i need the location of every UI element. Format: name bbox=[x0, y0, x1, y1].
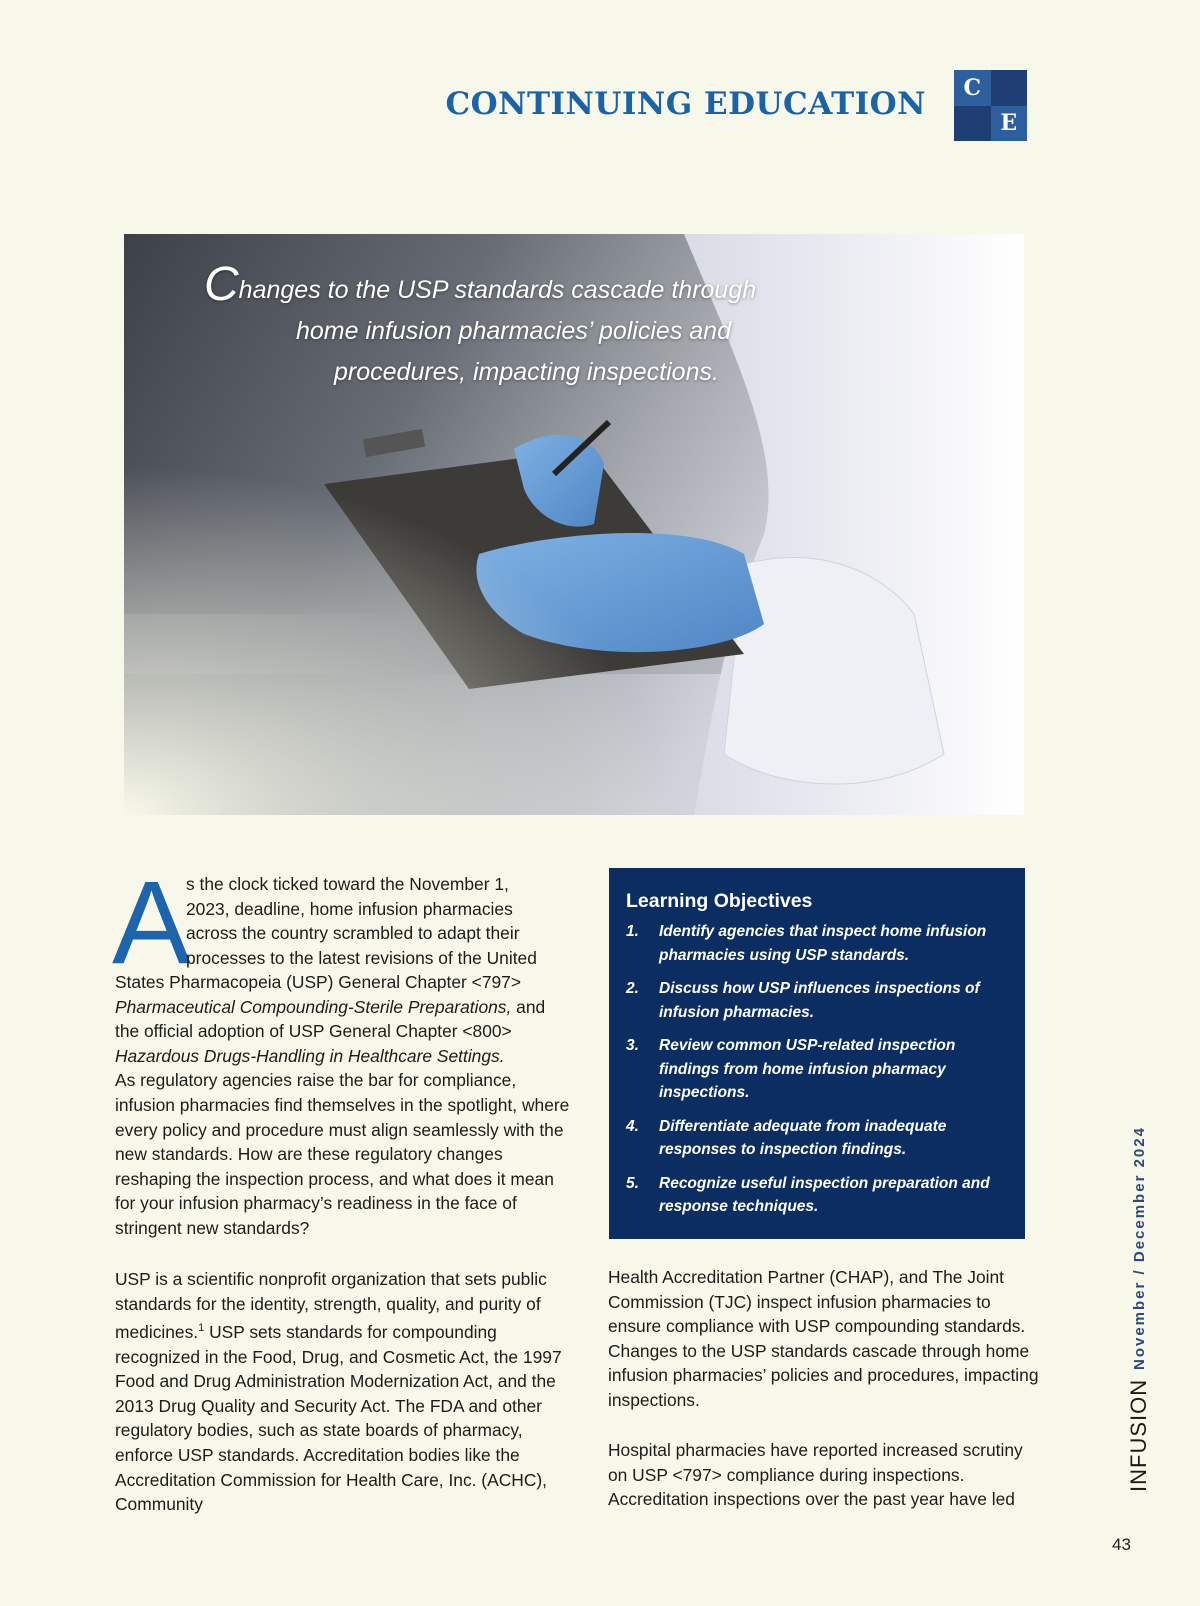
objective-text: Differentiate adequate from inadequate responses to inspection findings. bbox=[659, 1117, 947, 1158]
article-intro bbox=[186, 872, 586, 970]
p1-text-b: and bbox=[511, 996, 546, 1017]
p4-text: Hospital pharmacies have reported increased scrutiny on USP <797> compliance during inspections. Accreditation inspections over the past year have led bbox=[608, 1440, 1023, 1510]
objective-item bbox=[626, 1115, 1006, 1162]
objective-text: Identify agencies that inspect home infusion pharmacies using USP standards. bbox=[659, 923, 987, 964]
intro-line: s the clock ticked toward the November 1, bbox=[186, 874, 509, 894]
intro-line: 2023, deadline, home infusion pharmacies bbox=[186, 898, 513, 919]
ce-logo-letter-e: E bbox=[991, 106, 1028, 142]
objectives-title: Learning Objectives bbox=[626, 890, 813, 912]
p2-text-a: USP is a scientific nonprofit organization that sets public standards for the identity, strength, quality, and purity of medicines. bbox=[115, 1269, 547, 1342]
quote-line-1: hanges to the USP standards cascade through bbox=[238, 276, 757, 304]
p2-text-b: USP sets standards for compounding recognized in the Food, Drug, and Cosmetic Act, the 1997 Food and Drug Administration Modernization Act, and the 2013 Drug Quality and Security Act. The FDA and other regulatory bodies, such as state boards of pharmacy, enforce USP standards. Accreditation bodies like the Accreditation Commission for Health Care, Inc. (ACHC), Community bbox=[115, 1321, 562, 1515]
article-dropcap: A bbox=[112, 857, 191, 989]
page-number: 43 bbox=[1112, 1535, 1131, 1554]
objective-number: 1. bbox=[626, 923, 639, 940]
intro-line: processes to the latest revisions of the United bbox=[186, 947, 537, 968]
quote-line-2: home infusion pharmacies’ policies and bbox=[296, 317, 731, 345]
p1-text-a: States Pharmacopeia (USP) General Chapter <797> bbox=[115, 972, 522, 992]
objective-number: 5. bbox=[626, 1174, 639, 1192]
p1-italic-title-2: Hazardous Drugs-Handling in Healthcare Settings. bbox=[115, 1045, 505, 1066]
ce-logo-letter-c: C bbox=[954, 70, 991, 106]
objective-text: Recognize useful inspection preparation and response techniques. bbox=[659, 1174, 990, 1215]
objective-item bbox=[626, 977, 1006, 1024]
hero-quote bbox=[204, 258, 764, 393]
p1-text-c: the official adoption of USP General Chapter <800> bbox=[115, 1021, 512, 1042]
objective-number: 3. bbox=[626, 1037, 639, 1054]
ce-logo bbox=[954, 70, 1027, 141]
objective-text: Discuss how USP influences inspections of infusion pharmacies. bbox=[659, 980, 980, 1021]
hero-image bbox=[124, 234, 1024, 815]
article-paragraph-2 bbox=[115, 1267, 565, 1517]
objective-item bbox=[626, 920, 1006, 967]
article-paragraph-1 bbox=[115, 970, 571, 1241]
objective-text: Review common USP-related inspection findings from home infusion pharmacy inspections. bbox=[659, 1037, 956, 1101]
objective-number: 2. bbox=[626, 980, 639, 997]
ce-logo-block bbox=[991, 70, 1028, 106]
quote-line-3: procedures, impacting inspections. bbox=[334, 358, 719, 386]
footnote-ref: 1 bbox=[198, 1322, 205, 1335]
issue-date: November / December 2024 bbox=[1131, 1126, 1148, 1370]
objective-item bbox=[626, 1034, 1006, 1105]
article-paragraph-4 bbox=[608, 1438, 1040, 1512]
ce-logo-block bbox=[954, 106, 991, 142]
side-tag bbox=[1120, 1100, 1180, 1500]
intro-line: across the country scrambled to adapt their bbox=[186, 923, 520, 944]
learning-objectives-box bbox=[609, 868, 1025, 1239]
quote-dropcap: C bbox=[204, 258, 239, 311]
objectives-list bbox=[626, 920, 1006, 1229]
p1-text-d: As regulatory agencies raise the bar for compliance, infusion pharmacies find themselves in the spotlight, where every policy and procedure must align seamlessly with the new standards. How are these regulatory changes reshaping the inspection process, and what does it mean for your infusion pharmacy’s readiness in the face of stringent new standards? bbox=[115, 1070, 570, 1238]
article-paragraph-3 bbox=[608, 1265, 1048, 1413]
p3-text: Health Accreditation Partner (CHAP), and The Joint Commission (TJC) inspect infusion pharmacies to ensure compliance with USP compounding standards. Changes to the USP standards cascade through home infusion pharmacies’ policies and procedures, impacting inspections. bbox=[608, 1267, 1039, 1410]
section-title: CONTINUING EDUCATION bbox=[445, 86, 926, 122]
objective-number: 4. bbox=[626, 1117, 639, 1135]
objective-item bbox=[626, 1172, 1006, 1219]
p1-italic-title-1: Pharmaceutical Compounding-Sterile Preparations, bbox=[115, 996, 512, 1017]
magazine-name: INFUSION bbox=[1126, 1378, 1151, 1492]
